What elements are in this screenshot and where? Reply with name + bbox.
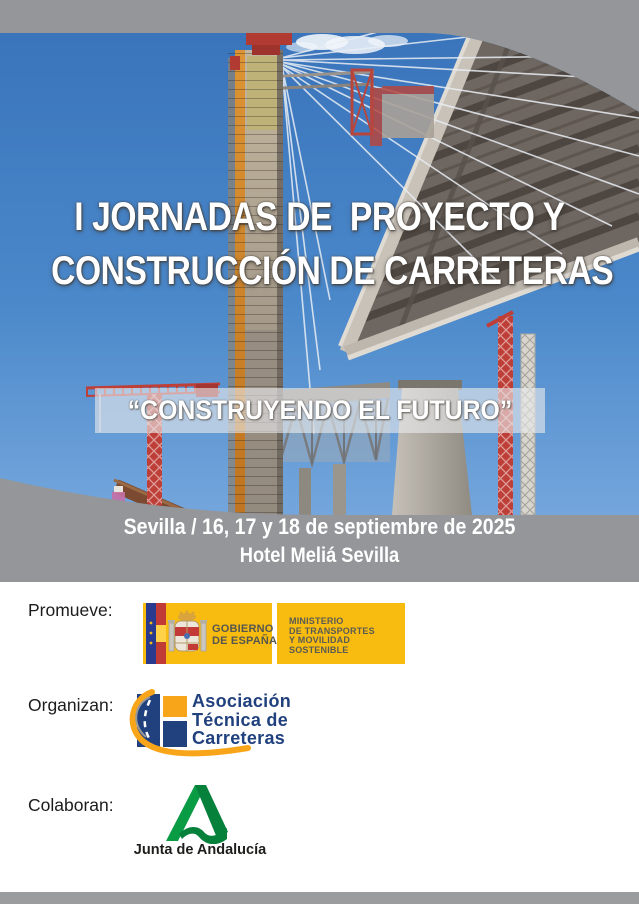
gobierno-espana-logo	[143, 603, 408, 664]
gobierno-line-1: GOBIERNO	[212, 623, 274, 635]
bottom-gray-strip	[0, 892, 639, 904]
ministerio-line-2: DE TRANSPORTES	[289, 625, 375, 636]
title-line-1: I JORNADAS DE PROYECTO Y	[74, 195, 565, 239]
event-venue: Hotel Meliá Sevilla	[239, 544, 400, 567]
atc-text	[192, 692, 291, 748]
slogan-banner	[95, 388, 545, 433]
atc-line-1: Asociación	[192, 691, 292, 711]
ministerio-line-3: Y MOVILIDAD SOSTENIBLE	[289, 635, 351, 655]
ministerio-text	[289, 617, 408, 655]
event-info	[0, 512, 639, 570]
colaboran-label: Colaboran:	[28, 795, 114, 815]
atc-line-3: Carreteras	[192, 728, 286, 749]
ministerio-line-1: MINISTERIO	[289, 616, 344, 626]
gobierno-text	[212, 623, 277, 647]
gobierno-line-2: DE ESPAÑA	[212, 635, 278, 647]
atc-line-2: Técnica de	[192, 709, 289, 730]
promueve-label: Promueve:	[28, 600, 113, 620]
junta-andalucia-a-icon	[165, 782, 229, 844]
atc-logo	[125, 688, 355, 760]
organizan-label: Organizan:	[28, 695, 114, 715]
poster-title	[0, 190, 639, 298]
slogan-text: “CONSTRUYENDO EL FUTURO”	[127, 395, 513, 425]
event-date-location: Sevilla / 16, 17 y 18 de septiembre de 2025	[123, 514, 516, 539]
title-line-2: CONSTRUCCIÓN DE CARRETERAS	[51, 249, 614, 293]
junta-andalucia-label: Junta de Andalucía	[133, 842, 267, 858]
